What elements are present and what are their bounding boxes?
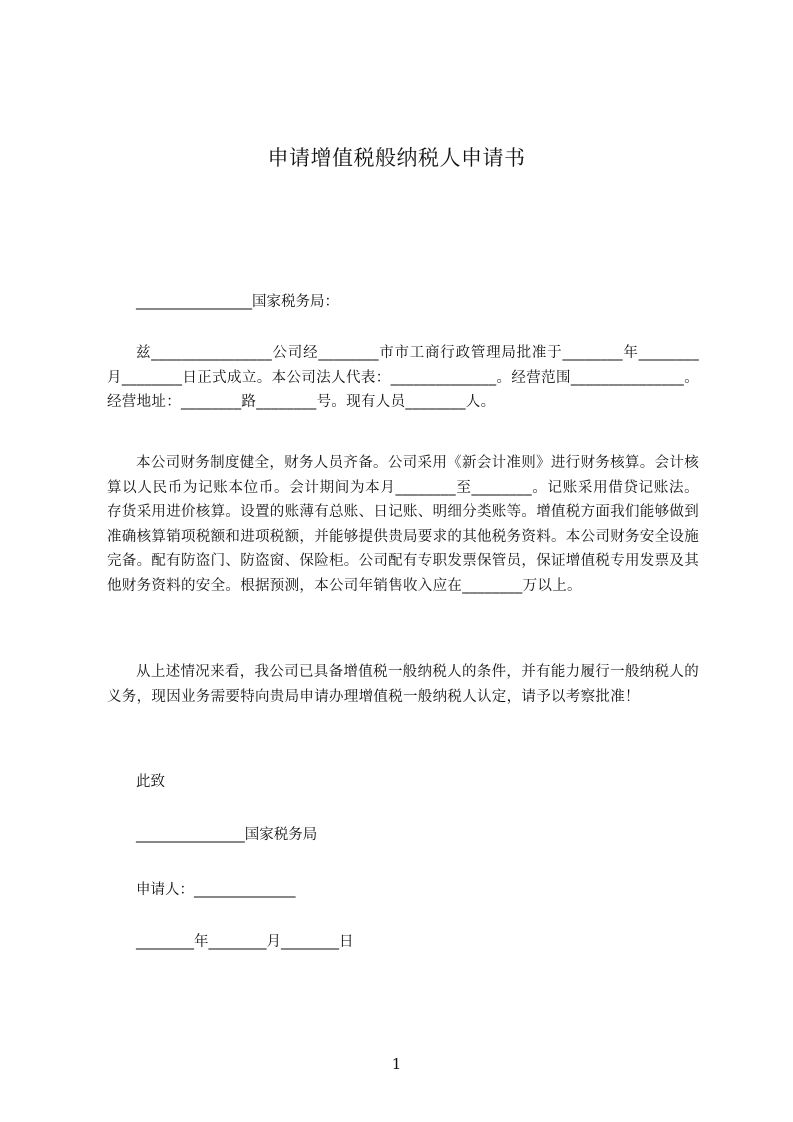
page-number: 1 xyxy=(391,1055,402,1073)
applicant-line: 申请人：______________ xyxy=(136,882,296,898)
addressee-line: ________________国家税务局： xyxy=(136,294,339,310)
recipient-line: _______________国家税务局 xyxy=(136,827,318,843)
paragraph-company-info: 兹________________公司经________市市工商行政管理局批准于________年________月________日正式成立。本公司法人代表：______________。经营范围_______________。经营地址：________路________号。现有人员________人。 xyxy=(107,345,699,410)
paragraph-request: 从上述情况来看，我公司已具备增值税一般纳税人的条件，并有能力履行一般纳税人的义务，现因业务需要特向贵局申请办理增值税一般纳税人认定，请予以考察批准！ xyxy=(107,664,699,705)
closing-salutation: 此致 xyxy=(136,774,165,790)
date-line: ________年________月________日 xyxy=(136,934,354,950)
paragraph-finance-system: 本公司财务制度健全，财务人员齐备。公司采用《新会计准则》进行财务核算。会计核算以人民币为记账本位币。会计期间为本月________至________。记账采用借贷记账法。存货采用进价核算。设置的账薄有总账、日记账、明细分类账等。增值税方面我们能够做到准确核算销项税额和进项税额，并能够提供贵局要求的其他税务资料。本公司财务安全设施完备。配有防盗门、防盗窗、保险柜。公司配有专职发票保管员，保证增值税专用发票及其他财务资料的安全。根据预测，本公司年销售收入应在________万以上。 xyxy=(107,455,699,594)
document-title: 申请增值税般纳税人申请书 xyxy=(267,146,526,170)
